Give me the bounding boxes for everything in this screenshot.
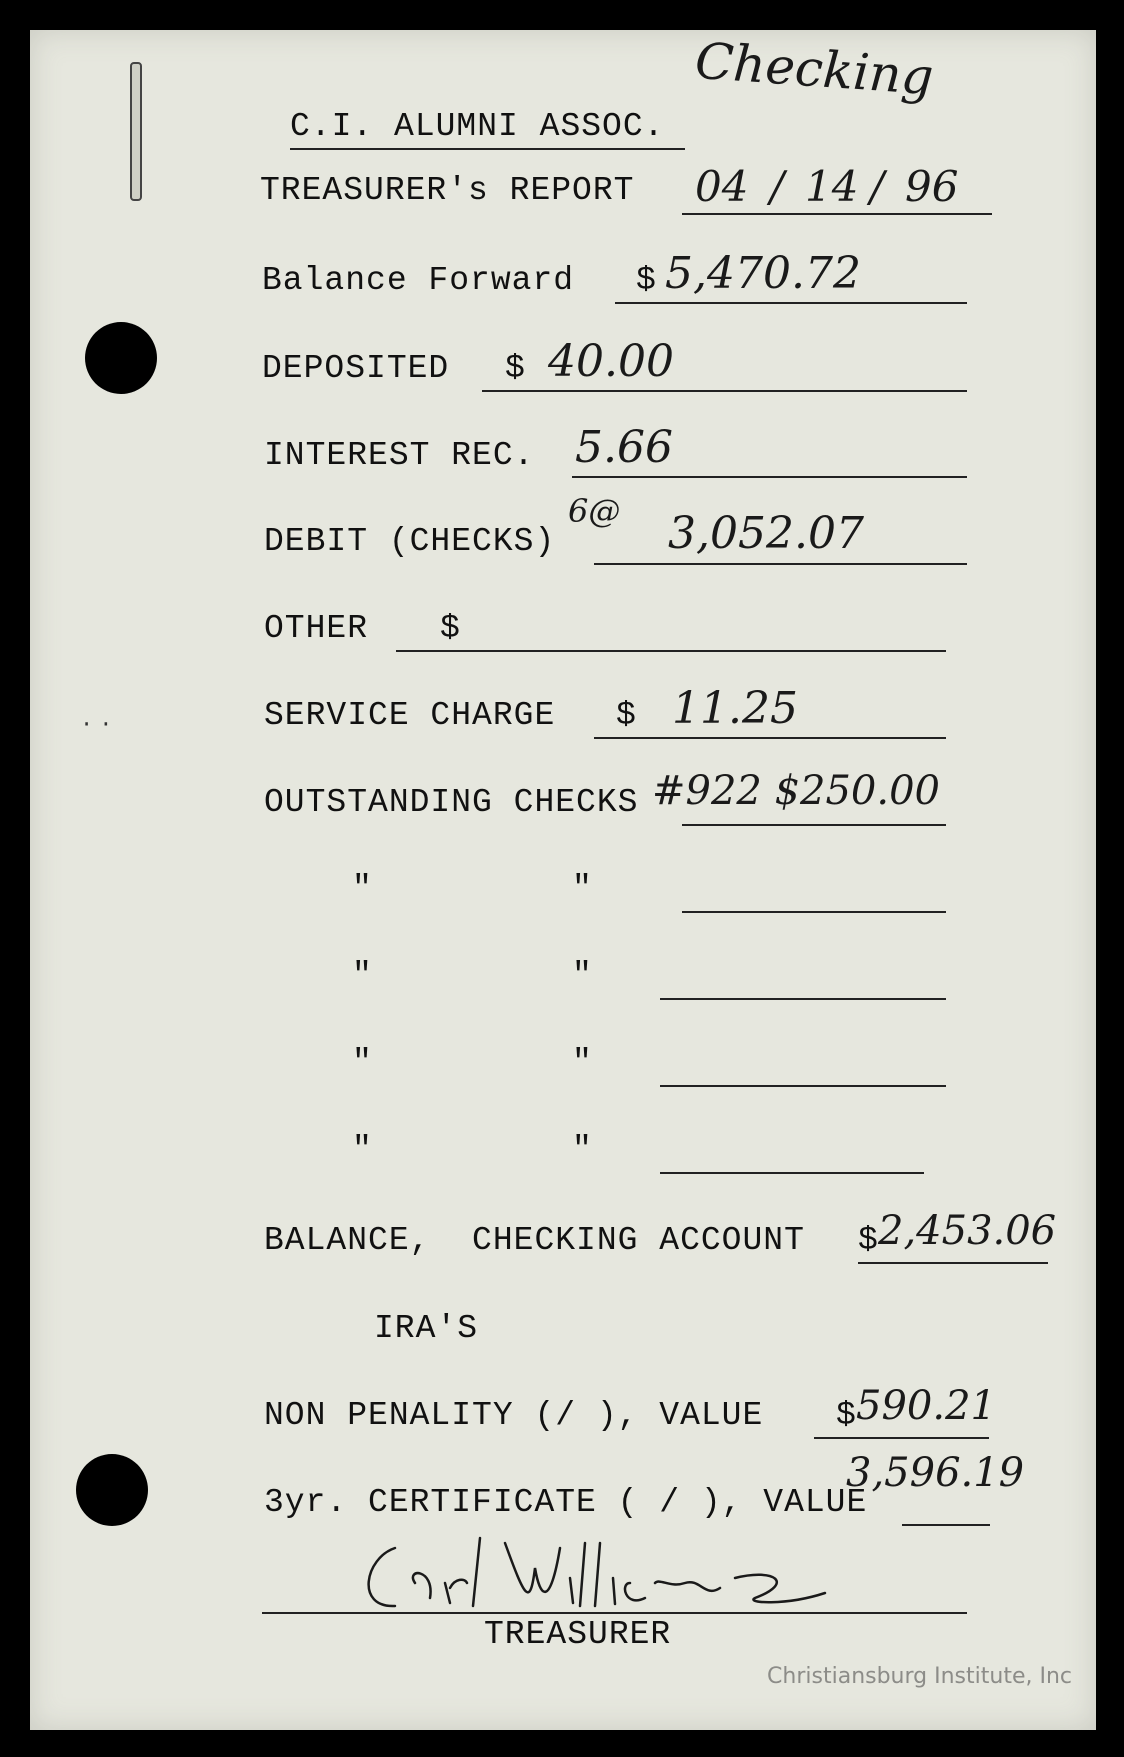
ditto-mark: " bbox=[572, 957, 593, 994]
debit-underline bbox=[594, 563, 967, 565]
iras-heading: IRA'S bbox=[374, 1310, 479, 1347]
checking-balance-underline bbox=[858, 1262, 1048, 1264]
ditto-mark: " bbox=[352, 957, 373, 994]
other-currency: $ bbox=[440, 610, 461, 647]
service-charge-underline bbox=[594, 737, 946, 739]
outstanding-underline-4 bbox=[660, 1085, 946, 1087]
interest-value: 5.66 bbox=[575, 422, 673, 473]
non-penalty-currency: $ bbox=[836, 1397, 857, 1434]
ditto-mark: " bbox=[572, 1131, 593, 1168]
ditto-mark: " bbox=[352, 1044, 373, 1081]
margin-dots: ·· bbox=[80, 712, 119, 737]
outstanding-underline-2 bbox=[682, 911, 946, 913]
deposited-underline bbox=[482, 390, 967, 392]
balance-forward-currency: $ bbox=[636, 262, 657, 299]
date-separator: / bbox=[770, 162, 785, 211]
checking-balance-label: BALANCE, CHECKING ACCOUNT bbox=[264, 1222, 805, 1259]
service-charge-value: 11.25 bbox=[672, 683, 798, 734]
certificate-value: 3,596.19 bbox=[846, 1450, 1025, 1496]
ditto-mark: " bbox=[352, 870, 373, 907]
ditto-mark: " bbox=[352, 1131, 373, 1168]
org-name: C.I. ALUMNI ASSOC. bbox=[290, 108, 665, 145]
outstanding-underline-3 bbox=[660, 998, 946, 1000]
outstanding-underline-1 bbox=[682, 824, 946, 826]
signature-line bbox=[262, 1612, 967, 1614]
other-label: OTHER bbox=[264, 610, 369, 647]
org-underline bbox=[290, 148, 685, 150]
treasurer-title: TREASURER bbox=[484, 1616, 672, 1653]
balance-forward-label: Balance Forward bbox=[262, 262, 575, 299]
certificate-underline bbox=[902, 1524, 990, 1526]
balance-forward-value: 5,470.72 bbox=[665, 248, 861, 299]
non-penalty-underline bbox=[814, 1437, 989, 1439]
non-penalty-value: 590.21 bbox=[856, 1383, 996, 1429]
outstanding-checks-label: OUTSTANDING CHECKS bbox=[264, 784, 639, 821]
certificate-label: 3yr. CERTIFICATE ( / ), VALUE bbox=[264, 1484, 868, 1521]
watermark-text: Christiansburg Institute, Inc bbox=[767, 1664, 1072, 1689]
service-charge-label: SERVICE CHARGE bbox=[264, 697, 556, 734]
checking-balance-value: 2,453.06 bbox=[878, 1208, 1057, 1254]
debit-count-note: 6@ bbox=[568, 492, 621, 530]
debit-label: DEBIT (CHECKS) bbox=[264, 523, 556, 560]
ditto-mark: " bbox=[572, 1044, 593, 1081]
report-date-month: 04 bbox=[695, 162, 749, 211]
punch-hole-bottom bbox=[76, 1454, 148, 1526]
staple-mark bbox=[130, 62, 142, 201]
treasurer-signature bbox=[355, 1528, 835, 1618]
date-underline bbox=[682, 213, 992, 215]
checking-balance-currency: $ bbox=[858, 1222, 879, 1259]
report-label: TREASURER's REPORT bbox=[260, 172, 635, 209]
outstanding-check-entry: #922 $250.00 bbox=[652, 768, 940, 814]
non-penalty-label: NON PENALITY (/ ), VALUE bbox=[264, 1397, 764, 1434]
interest-underline bbox=[572, 476, 967, 478]
report-date-day: 14 bbox=[805, 162, 859, 211]
debit-value: 3,052.07 bbox=[668, 508, 864, 559]
deposited-label: DEPOSITED bbox=[262, 350, 450, 387]
deposited-currency: $ bbox=[505, 350, 526, 387]
deposited-value: 40.00 bbox=[548, 336, 674, 387]
balance-forward-underline bbox=[615, 302, 967, 304]
interest-label: INTEREST REC. bbox=[264, 437, 535, 474]
report-date-year: 96 bbox=[905, 162, 959, 211]
outstanding-underline-5 bbox=[660, 1172, 924, 1174]
service-charge-currency: $ bbox=[616, 697, 637, 734]
ditto-mark: " bbox=[572, 870, 593, 907]
checking-annotation: Checking bbox=[693, 31, 936, 107]
date-separator: / bbox=[870, 162, 885, 211]
punch-hole-top bbox=[85, 322, 157, 394]
other-underline bbox=[396, 650, 946, 652]
